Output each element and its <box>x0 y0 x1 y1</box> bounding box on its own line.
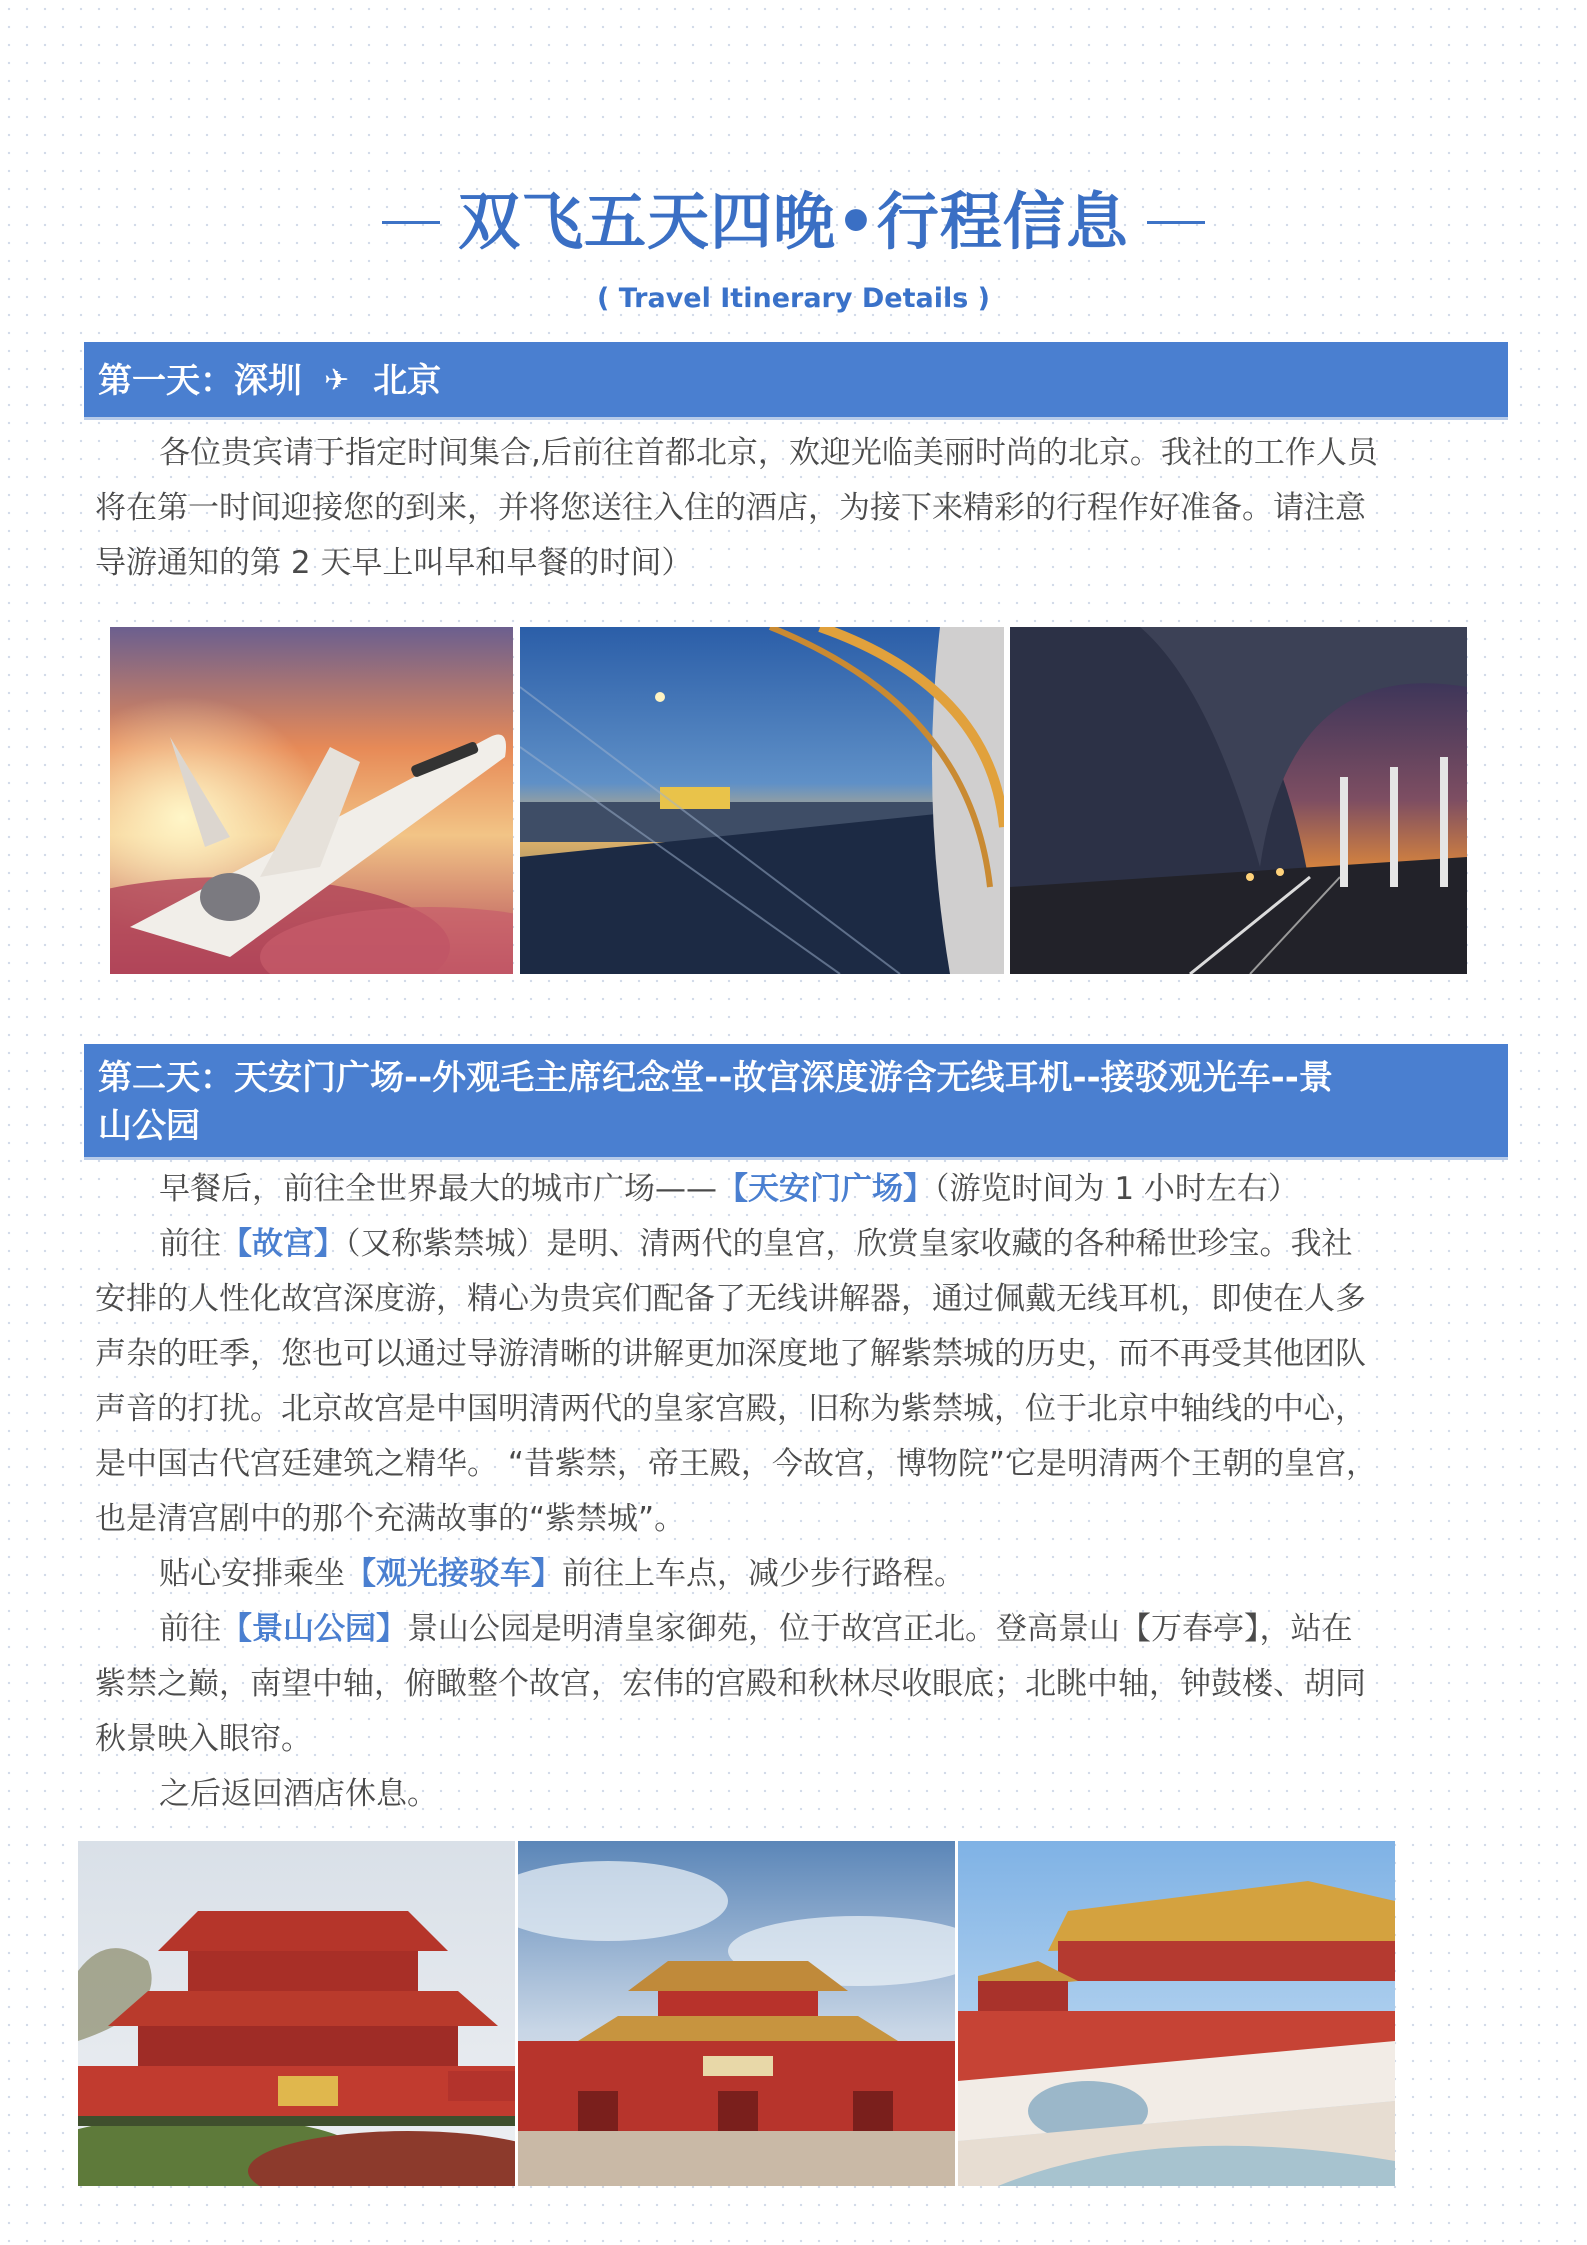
jingshan-highlight: 【景山公园】 <box>221 1611 407 1647</box>
day2-p2 <box>95 1217 1425 1272</box>
airport-night-photo <box>1010 627 1467 974</box>
day1-heading-bar <box>84 342 1508 420</box>
page-header <box>0 182 1587 262</box>
gugong-highlight: 【故宫】 <box>221 1226 345 1262</box>
day2-p1-tail: （游览时间为 1 小时左右） <box>934 1171 1299 1207</box>
day2-p3-tail: 前往上车点，减少步行路程。 <box>562 1556 965 1592</box>
day1-paragraph <box>95 426 1425 591</box>
day2-paragraph <box>95 1162 1425 1822</box>
day2-line: 也是清宫剧中的那个充满故事的“紫禁城”。 <box>95 1501 686 1537</box>
day2-p4-text: 前往 <box>159 1611 221 1647</box>
day2-line: 秋景映入眼帘。 <box>95 1721 312 1757</box>
airport-terminal-photo <box>520 627 1004 974</box>
day2-p5: 之后返回酒店休息。 <box>159 1776 438 1812</box>
day2-line: 声杂的旺季，您也可以通过导游清晰的讲解更加深度地了解紫禁城的历史，而不再受其他团队 <box>95 1336 1366 1372</box>
day2-heading-line2: 山公园 <box>98 1106 200 1146</box>
airplane-photo <box>110 627 513 974</box>
day2-p1 <box>95 1162 1425 1217</box>
palace-corner-tower-photo <box>958 1841 1395 2186</box>
day2-p3 <box>95 1547 1425 1602</box>
day2-heading-bar <box>84 1044 1508 1160</box>
forbidden-city-gate-photo <box>518 1841 955 2186</box>
day2-line: 声音的打扰。北京故宫是中国明清两代的皇家宫殿，旧称为紫禁城，位于北京中轴线的中心， <box>95 1391 1366 1427</box>
day2-line: 安排的人性化故宫深度游，精心为贵宾们配备了无线讲解器，通过佩戴无线耳机，即使在人多 <box>95 1281 1366 1317</box>
day2-p2-text: 前往 <box>159 1226 221 1262</box>
day1-line: 导游通知的第 2 天早上叫早和早餐的时间） <box>95 545 693 581</box>
day1-heading-destination: 北京 <box>373 361 442 401</box>
day2-line: 是中国古代宫廷建筑之精华。 “昔紫禁，帝王殿，今故宫，博物院”它是明清两个王朝的皇宫， <box>95 1446 1377 1482</box>
shuttle-highlight: 【观光接驳车】 <box>345 1556 562 1592</box>
day1-line: 将在第一时间迎接您的到来，并将您送往入住的酒店，为接下来精彩的行程作好准备。请注意 <box>95 490 1366 526</box>
tiananmen-highlight: 【天安门广场】 <box>717 1171 934 1207</box>
day2-p2-tail: （又称紫禁城）是明、清两代的皇宫，欣赏皇家收藏的各种稀世珍宝。我社 <box>345 1226 1353 1262</box>
day2-p1-text: 早餐后，前往全世界最大的城市广场—— <box>159 1171 717 1207</box>
day1-line: 各位贵宾请于指定时间集合,后前往首都北京，欢迎光临美丽时尚的北京。我社的工作人员 <box>159 435 1378 471</box>
day2-p4-tail: 景山公园是明清皇家御苑，位于故宫正北。登高景山【万春亭】，站在 <box>407 1611 1353 1647</box>
plane-icon: ✈ <box>324 363 350 398</box>
day2-heading-line1: 第二天：天安门广场--外观毛主席纪念堂--故宫深度游含无线耳机--接驳观光车--景 <box>98 1058 1333 1098</box>
tiananmen-photo <box>78 1841 515 2186</box>
day1-heading-label: 第一天：深圳 <box>98 361 302 401</box>
day2-p3-text: 贴心安排乘坐 <box>159 1556 345 1592</box>
title-right-dash <box>1147 221 1205 224</box>
day2-line: 紫禁之巅，南望中轴，俯瞰整个故宫，宏伟的宫殿和秋林尽收眼底；北眺中轴，钟鼓楼、胡同 <box>95 1666 1366 1702</box>
page-title: 双飞五天四晚•行程信息 <box>458 185 1129 258</box>
title-left-dash <box>382 221 440 224</box>
page-subtitle: ( Travel Itinerary Details ) <box>596 283 991 314</box>
day2-p4 <box>95 1602 1425 1657</box>
